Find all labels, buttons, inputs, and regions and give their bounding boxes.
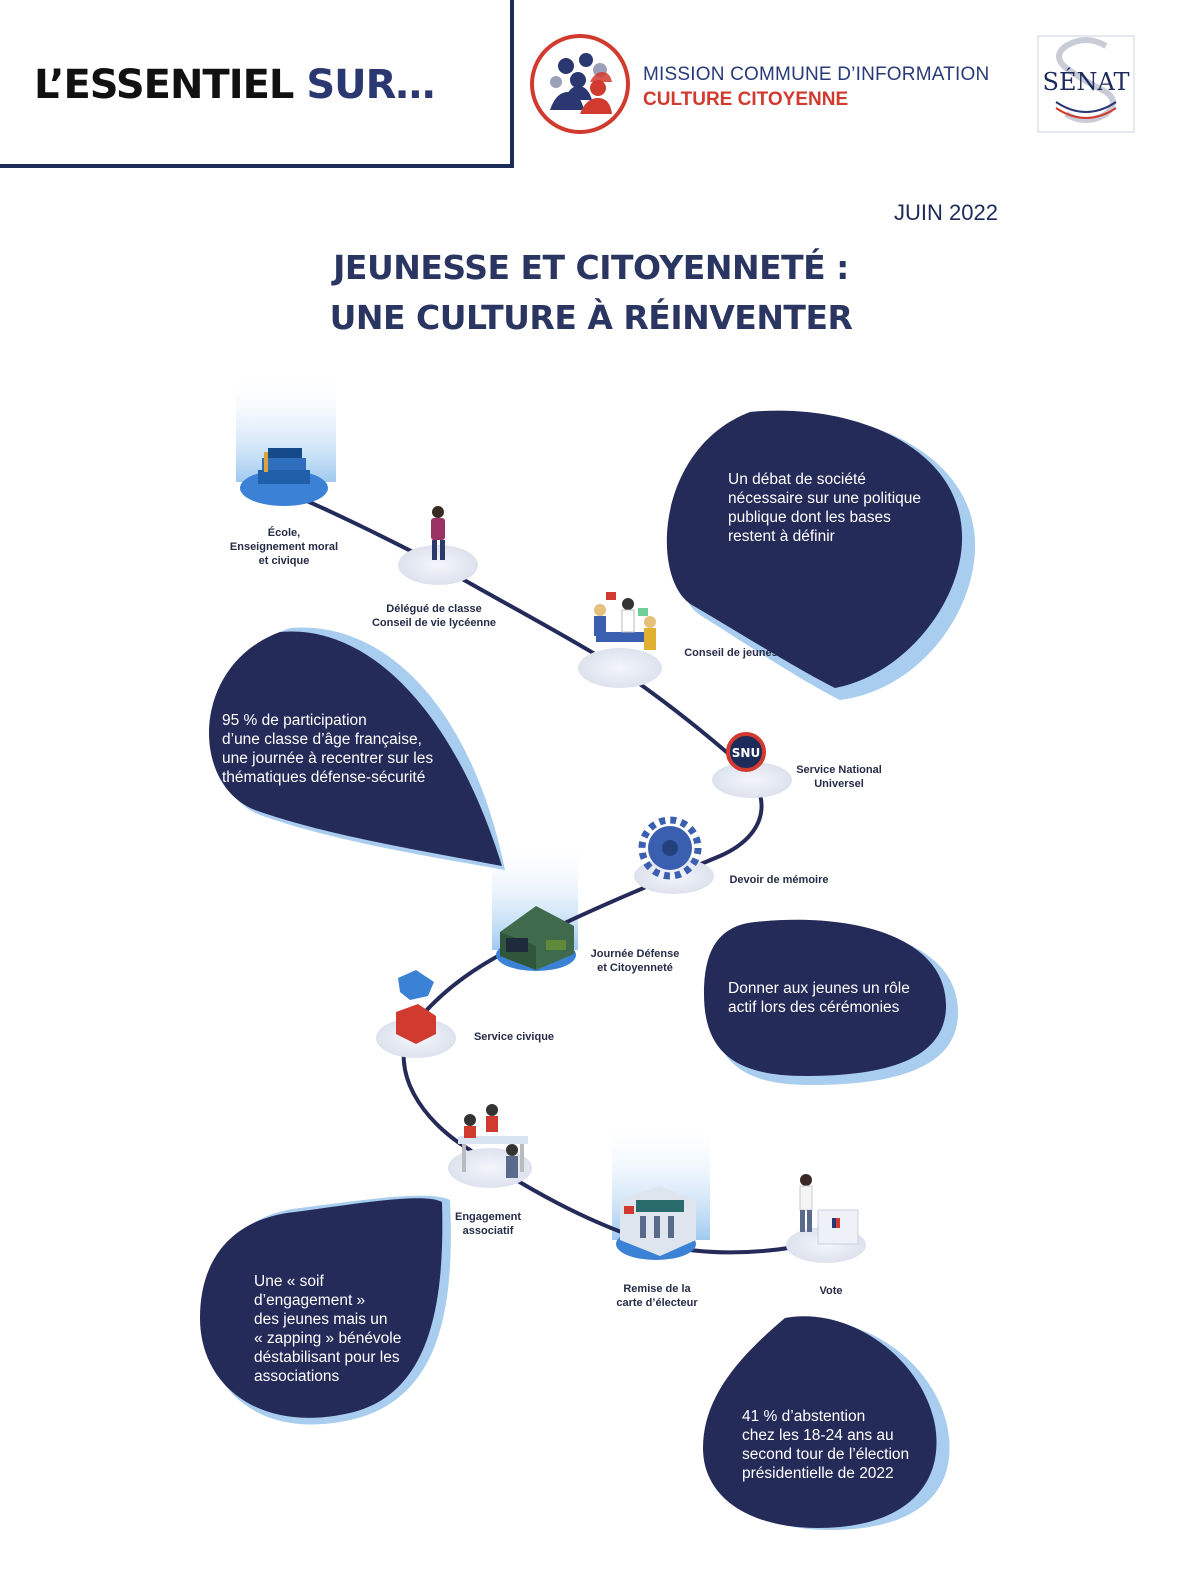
bubble-text-abstention: 41 % d’abstention chez les 18-24 ans au second tour de l’élection présidentielle de 2022 (742, 1408, 910, 1482)
station-label-snu: Service National Universel (796, 764, 882, 790)
bubble-text-engagement: Une « soif d’engagement » des jeunes mais un « zapping » bénévole déstabilisant pour les associations (254, 1273, 402, 1385)
station-label-engagement: Engagement associatif (454, 1211, 521, 1237)
youth-council-icon (594, 592, 656, 650)
page-title-line-1: JEUNESSE ET CITOYENNETÉ : (333, 248, 849, 287)
senat-logo-text: SÉNAT (1042, 68, 1130, 96)
mission-subtitle: CULTURE CITOYENNE (643, 89, 849, 110)
senat-logo (1036, 32, 1136, 138)
citizenship-journey-infographic (0, 350, 1182, 1576)
header-title (34, 62, 434, 108)
station-label-service-civique: Service civique (473, 1031, 555, 1043)
station-pad (578, 648, 662, 688)
mission-title: MISSION COMMUNE D’INFORMATION (643, 64, 990, 85)
bubble-text-ceremonies: Donner aux jeunes un rôle actif lors des cérémonies (728, 980, 910, 1016)
station-label-vote: Vote (819, 1285, 843, 1297)
station-label-ecole: École, Enseignement moral et civique (229, 527, 339, 567)
station-pad (448, 1148, 532, 1188)
publication-date: JUIN 2022 (894, 200, 998, 225)
station-label-delegue: Délégué de classe Conseil de vie lycéenne (371, 603, 497, 629)
station-pad (398, 545, 478, 585)
mission-logo (528, 32, 632, 136)
station-label-conseil-jeunes: Conseil de jeunes (684, 647, 778, 659)
station-label-devoir-memoire: Devoir de mémoire (729, 874, 829, 886)
bubble-text-debat: Un débat de société nécessaire sur une politique publique dont les bases restent à définir (728, 471, 922, 545)
snu-badge-text: SNU (731, 746, 761, 760)
snu-badge-icon (728, 734, 764, 770)
bubble-text-participation: 95 % de participation d’une classe d’âge française, une journée à recentrer sur les thématiques défense-sécurité (222, 712, 434, 786)
page-title-line-2: UNE CULTURE À RÉINVENTER (329, 298, 853, 337)
header-title-main: L’ESSENTIEL (34, 62, 307, 108)
header-title-sur: SUR… (306, 62, 435, 108)
station-label-carte-electeur: Remise de la carte d’électeur (616, 1283, 698, 1309)
station-label-jdc: Journée Défense et Citoyenneté (590, 948, 680, 974)
